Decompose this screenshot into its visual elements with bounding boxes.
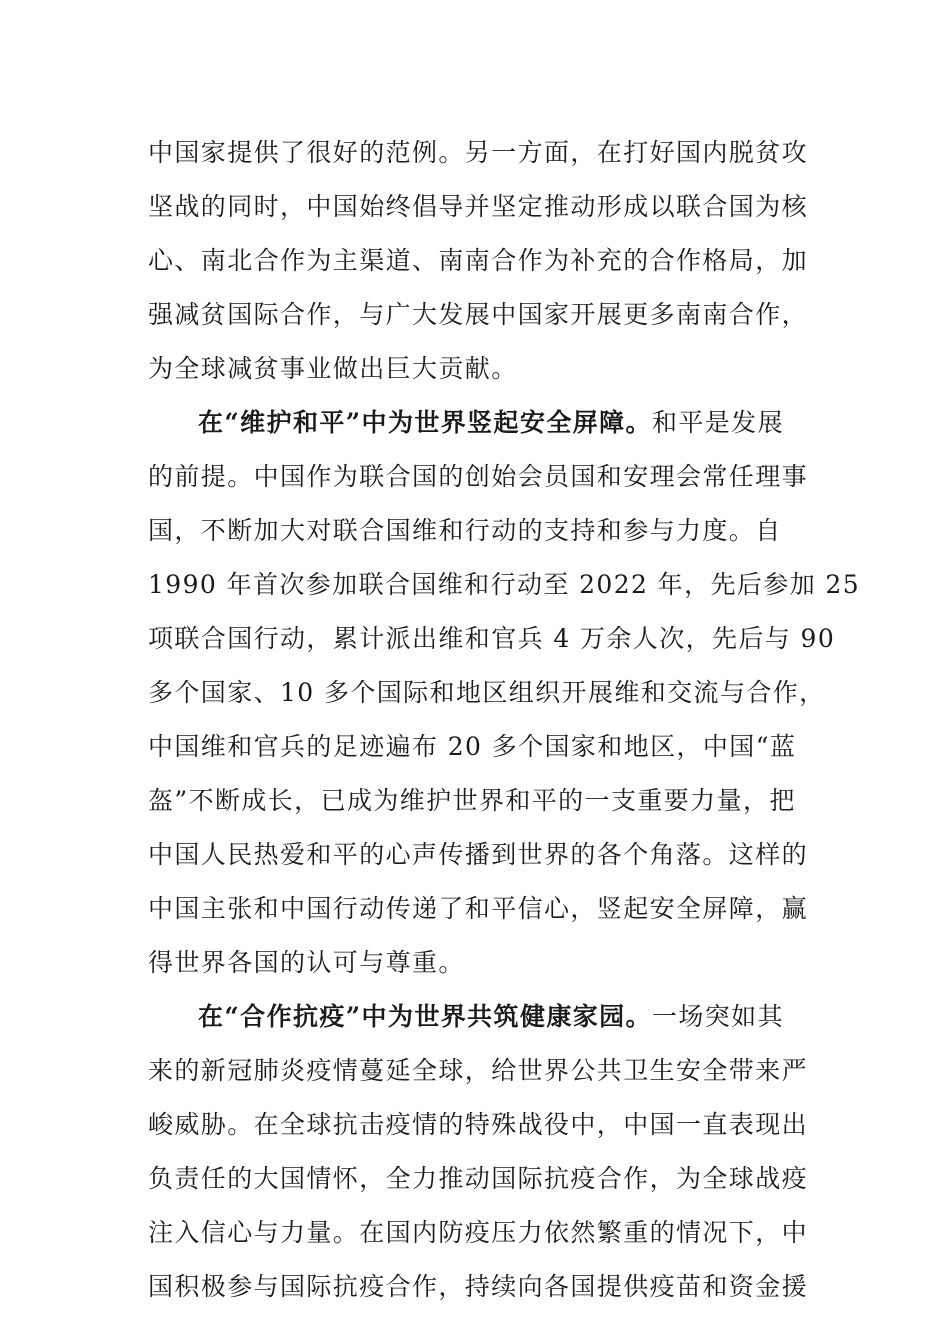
paragraph-heading: 在“维护和平”中为世界竖起安全屏障。 xyxy=(198,408,652,437)
text-line: 为全球减贫事业做出巨大贡献。 xyxy=(148,354,518,383)
text-line: 注入信心与力量。在国内防疫压力依然繁重的情况下，中 xyxy=(148,1218,809,1247)
text-line: 的前提。中国作为联合国的创始会员国和安理会常任理事 xyxy=(148,462,809,491)
text-line: 国积极参与国际抗疫合作，持续向各国提供疫苗和资金援 xyxy=(148,1272,809,1301)
text-line: 中国家提供了很好的范例。另一方面，在打好国内脱贫攻 xyxy=(148,138,809,167)
paragraph-1 xyxy=(148,126,809,396)
text-line: 中国主张和中国行动传递了和平信心，竖起安全屏障，赢 xyxy=(148,894,809,923)
text-line: 中国维和官兵的足迹遍布 20 多个国家和地区，中国“蓝 xyxy=(148,732,797,761)
document-body xyxy=(148,126,861,1314)
text-line: 强减贫国际合作，与广大发展中国家开展更多南南合作， xyxy=(148,300,809,329)
text-line: 峻威胁。在全球抗击疫情的特殊战役中，中国一直表现出 xyxy=(148,1110,809,1139)
paragraph-heading: 在“合作抗疫”中为世界共筑健康家园。 xyxy=(198,1002,652,1031)
text-line: 心、南北合作为主渠道、南南合作为补充的合作格局，加 xyxy=(148,246,809,275)
text-line: 1990 年首次参加联合国维和行动至 2022 年，先后参加 25 xyxy=(148,570,861,599)
paragraph-3 xyxy=(148,990,809,1314)
text-line: 坚战的同时，中国始终倡导并坚定推动形成以联合国为核 xyxy=(148,192,809,221)
text-line: 多个国家、10 多个国际和地区组织开展维和交流与合作， xyxy=(148,678,826,707)
text-line: 中国人民热爱和平的心声传播到世界的各个角落。这样的 xyxy=(148,840,809,869)
text-line: 项联合国行动，累计派出维和官兵 4 万余人次，先后与 90 xyxy=(148,624,836,653)
paragraph-first-line xyxy=(148,396,788,450)
text-line: 盔”不断成长，已成为维护世界和平的一支重要力量，把 xyxy=(148,786,796,815)
text-line: 来的新冠肺炎疫情蔓延全球，给世界公共卫生安全带来严 xyxy=(148,1056,809,1085)
paragraph-first-line xyxy=(148,990,788,1044)
text-line: 得世界各国的认可与尊重。 xyxy=(148,948,465,977)
text-segment: 和平是发展 xyxy=(651,408,784,437)
text-line: 国，不断加大对联合国维和行动的支持和参与力度。自 xyxy=(148,516,782,545)
paragraph-2 xyxy=(148,396,861,990)
text-line: 负责任的大国情怀，全力推动国际抗疫合作，为全球战疫 xyxy=(148,1164,809,1193)
text-segment: 一场突如其 xyxy=(651,1002,784,1031)
